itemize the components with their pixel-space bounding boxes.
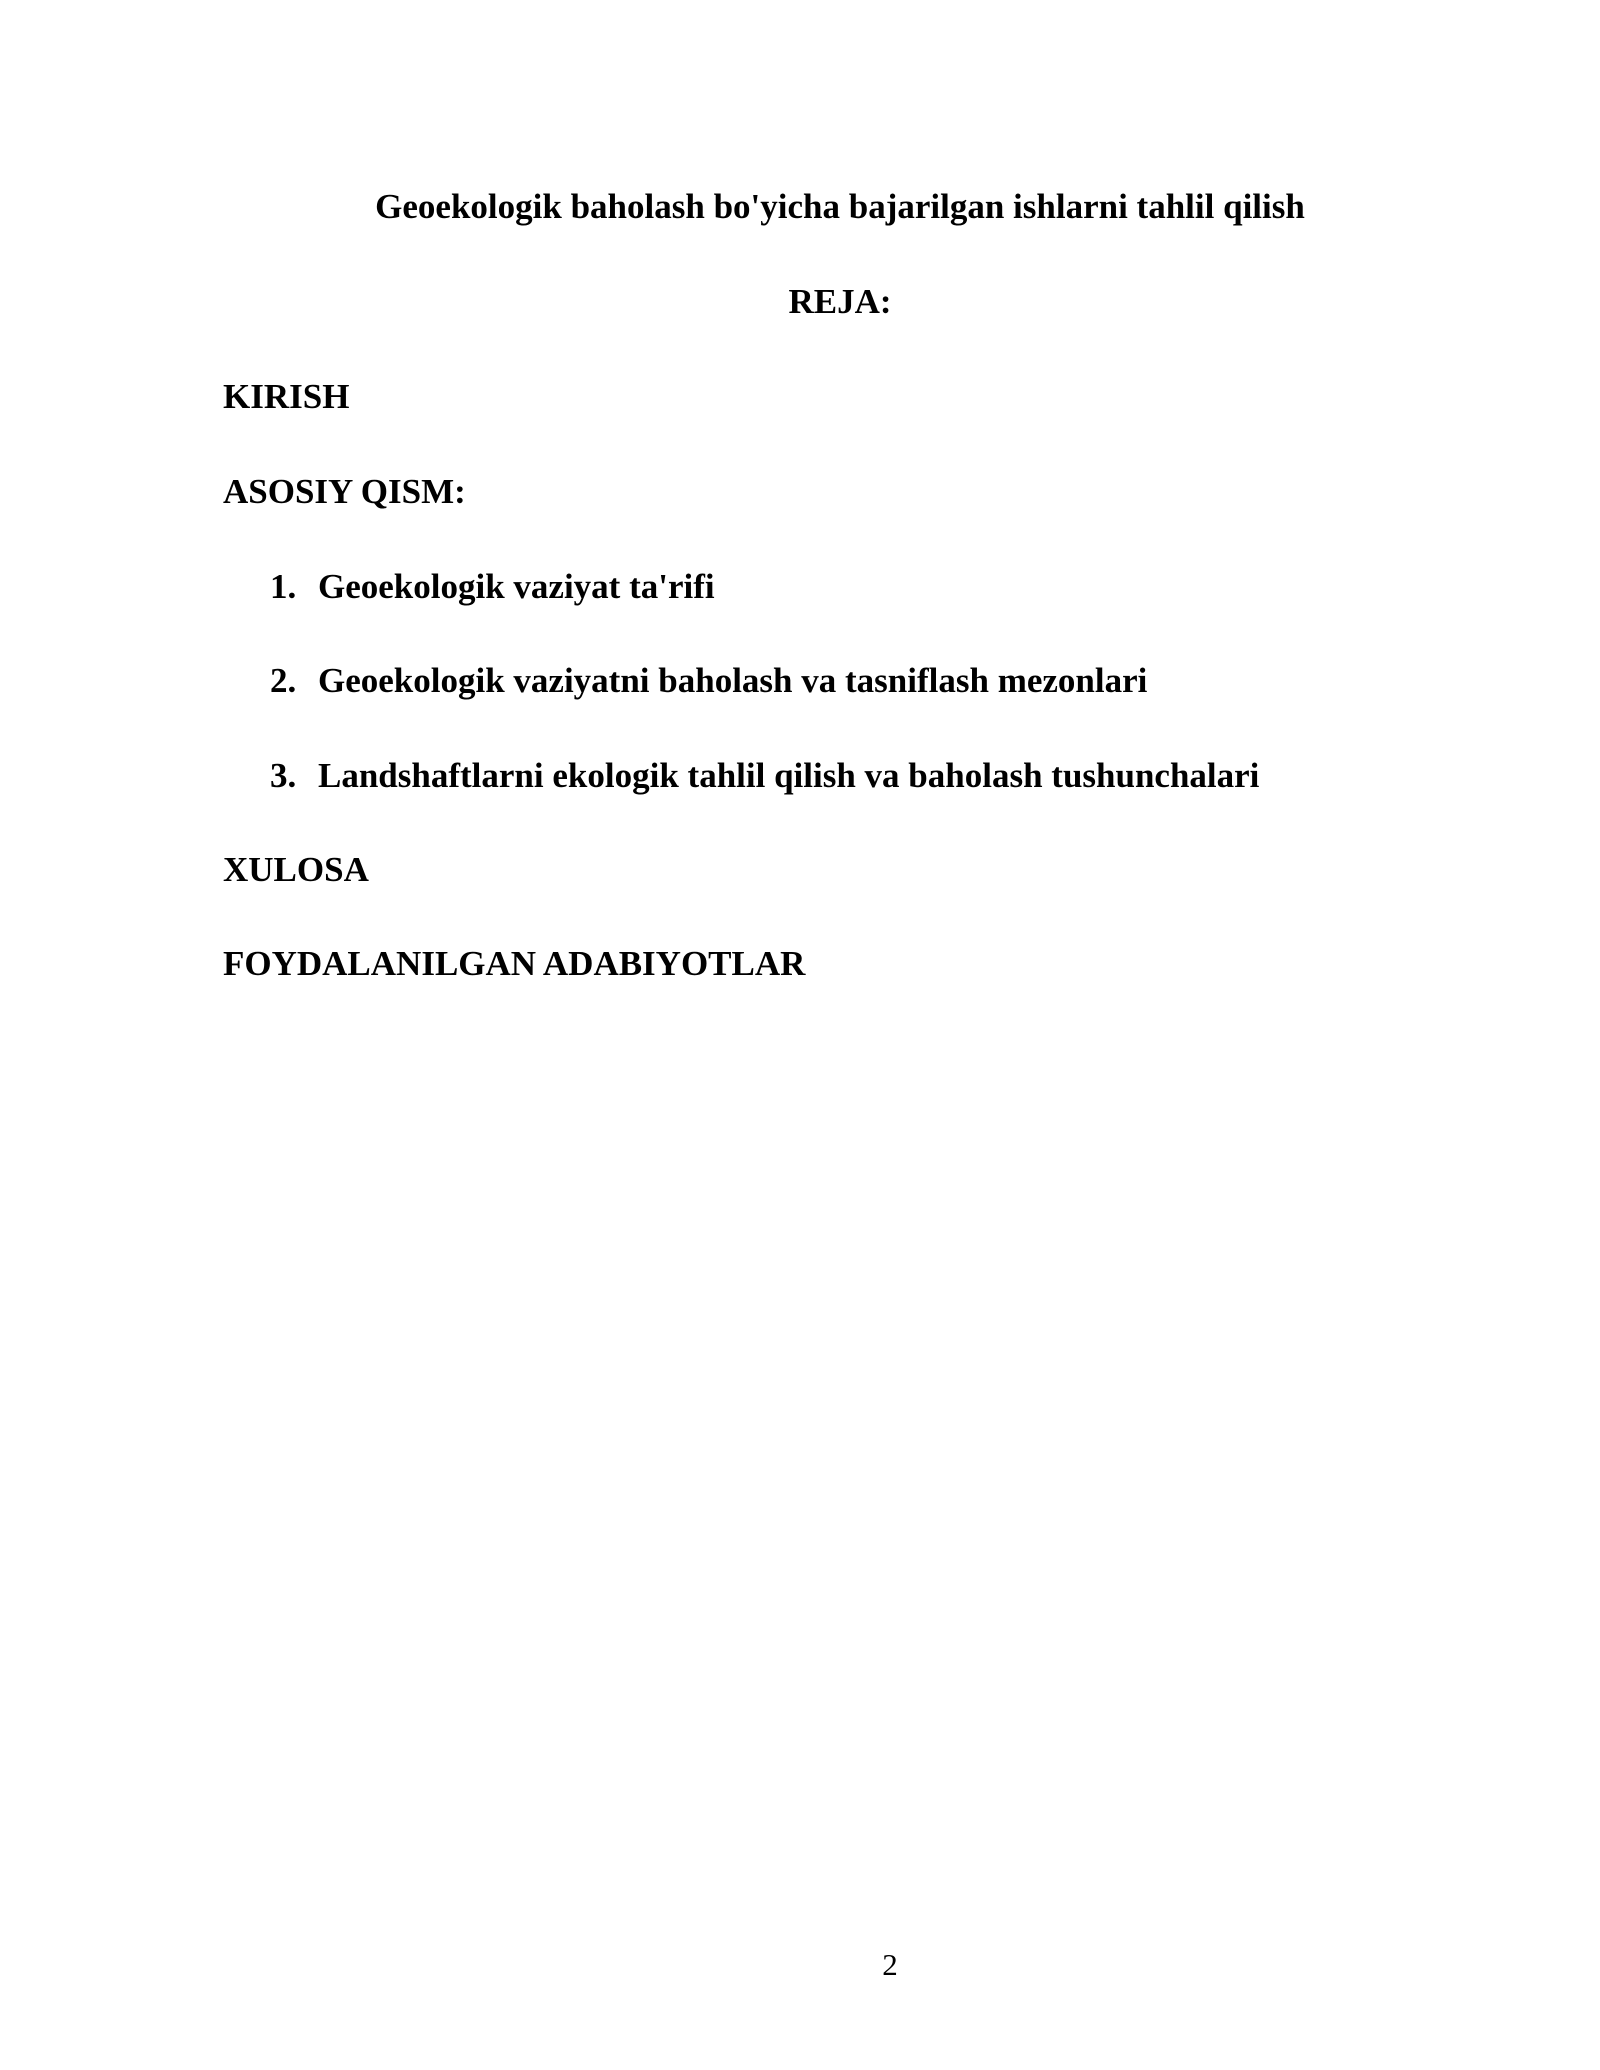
section-conclusion: XULOSA xyxy=(223,850,369,889)
list-item xyxy=(270,566,715,608)
page-number: 2 xyxy=(882,1947,898,1982)
list-item xyxy=(270,755,1259,797)
section-main-part: ASOSIY QISM: xyxy=(223,472,466,511)
list-item-text: Landshaftlarni ekologik tahlil qilish va baholash tushunchalari xyxy=(318,756,1260,795)
plan-heading: REJA: xyxy=(788,282,892,321)
list-item-text: Geoekologik vaziyatni baholash va tasniflash mezonlari xyxy=(318,661,1148,700)
document-title: Geoekologik baholash bo'yicha bajarilgan ishlarni tahlil qilish xyxy=(375,187,1305,226)
section-intro: KIRISH xyxy=(223,377,350,416)
list-item xyxy=(270,660,1147,702)
list-item-text: Geoekologik vaziyat ta'rifi xyxy=(318,567,715,606)
section-references: FOYDALANILGAN ADABIYOTLAR xyxy=(223,944,806,983)
list-item-number: 2. xyxy=(270,661,297,700)
list-item-number: 1. xyxy=(270,567,297,606)
list-item-number: 3. xyxy=(270,756,297,795)
